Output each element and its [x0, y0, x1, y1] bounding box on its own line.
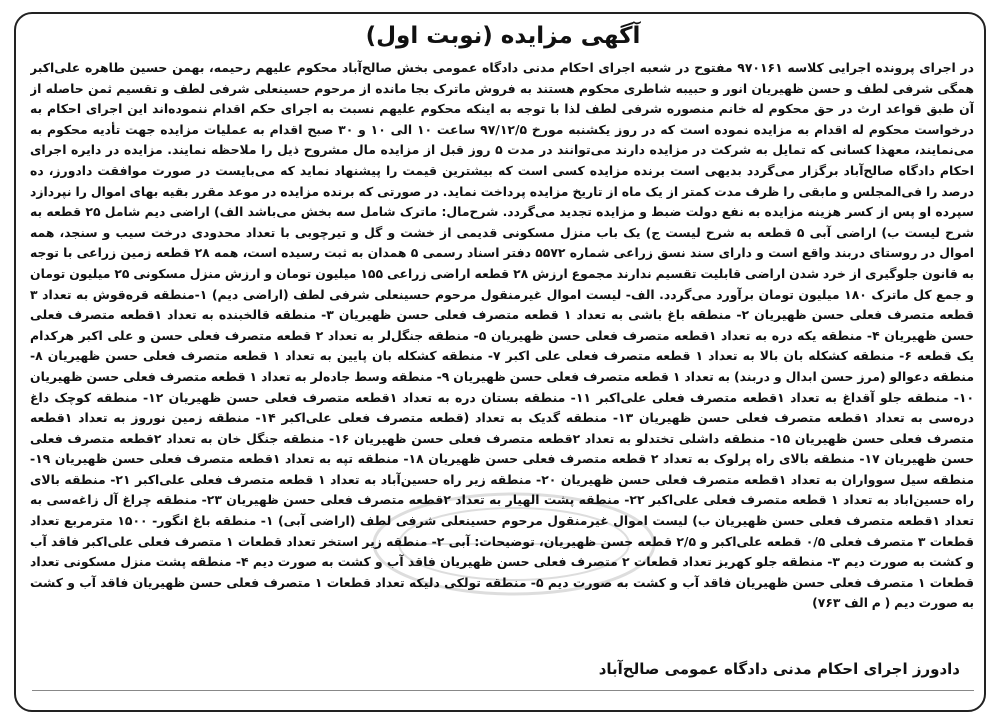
auction-notice [24, 14, 982, 702]
bottom-divider [32, 690, 974, 691]
notice-title: آگهی مزایده (نوبت اول) [365, 23, 641, 49]
notice-body: در اجرای پرونده اجرایی کلاسه ۹۷۰۱۶۱ مفتوح در شعبه اجرای احکام مدنی دادگاه عمومی بخش صالح‌آباد محکوم علیهم رحیمه، بهمن حسین طاهره علی‌اکبر همگی شرفی لطف و حسن ظهیریان انور و حبیبه شاطری محکوم هستند به فروش ماترک بجا مانده از مرحوم حسینعلی شرفی لطف و تقسیم ثمن حاصله از آن طبق قواعد ارث در حق محکوم له خانم منصوره شرفی لطف لذا با توجه به اینکه محکوم علیهم نسبت به اجرای حکم اقدام ننموده‌اند این اجرای احکام به درخواست محکوم له اقدام به مزایده نموده است که در روز یکشنبه مورخ ۹۷/۱۲/۵ ساعت ۱۰ الی ۱۰ و ۳۰ صبح اقدام به عملیات مزایده جهت تأدیه محکوم به می‌نمایند، معهذا کسانی که تمایل به شرکت در مزایده دارند می‌توانند در مدت ۵ روز قبل از مزایده مال مشروح ذیل را ملاحظه نمایند. مزایده در دایره اجرای احکام دادگاه صالح‌آباد برگزار می‌گردد بدیهی است برنده مزایده کسی است که بیشترین قیمت را پیشنهاد نماید که می‌بایست در صورت موافقت دادورز، ده درصد را فی‌المجلس و مابقی را ظرف مدت کمتر از یک ماه از تاریخ مزایده پرداخت نماید. در صورتی که برنده مزایده در موعد مقرر بقیه بهای اموال را نپردازد سپرده او پس از کسر هزینه مزایده به نفع دولت ضبط و مزایده تجدید می‌گردد. شرح‌مال: ماترک شامل سه بخش می‌باشد الف) اراضی دیم شامل ۲۵ قطعه به شرح لیست ب) اراضی آبی ۵ قطعه به شرح لیست ج) یک باب منزل مسکونی قدیمی از خشت و گل و تیرچوبی با تعداد محدودی درخت سیب و سنجد، همه اموال در روستای دربند واقع است و دارای سند نسق زراعی شماره ۵۵۷۲ دفتر اسناد رسمی ۵ همدان به ثبت رسیده است، همه ۲۸ قطعه زمین زراعی با توجه به قانون جلوگیری از خرد شدن اراضی قابلیت تقسیم ندارند مجموع ارزش ۲۸ قطعه اراضی زراعی ۱۵۵ میلیون تومان و ارزش منزل مسکونی ۲۵ میلیون تومان و جمع کل ماترک ۱۸۰ میلیون تومان برآورد می‌گردد. الف- لیست اموال غیرمنقول مرحوم حسینعلی شرفی لطف (اراضی دیم) ۱-منطقه قره‌قوش به تعداد ۳ قطعه متصرف فعلی حسن ظهیریان ۲- منطقه باغ باشی به تعداد ۱ قطعه متصرف فعلی حسن ظهیریان ۳- منطقه قالخبنده به تعداد ۱قطعه متصرف فعلی حسن ظهیریان ۴- منطقه یکه دره به تعداد ۱قطعه متصرف فعلی حسن ظهیریان ۵- منطقه جنگل‌لر به تعداد ۲ قطعه متصرف فعلی حسن و علی اکبر هرکدام یک قطعه ۶- منطقه کشکله بان بالا به تعداد ۱ قطعه متصرف فعلی علی اکبر ۷- منطقه کشکله بان پایین به تعداد ۱ قطعه متصرف فعلی حسن ظهیریان ۸- منطقه دعوالو (مرز حسن ابدال و دربند) به تعداد ۱ قطعه متصرف فعلی حسن ظهیریان ۹- منطقه وسط جاده‌لر به تعداد ۱ قطعه متصرف فعلی حسن ظهیریان ۱۰- منطقه جلو آقداغ به تعداد ۱قطعه متصرف فعلی علی‌اکبر ۱۱- منطقه بستان دره به تعداد ۱قطعه متصرف فعلی حسن ظهیریان ۱۲- منطقه کوچک داغ دره‌سی به تعداد ۱قطعه متصرف فعلی حسن ظهیریان ۱۳- منطقه گدیک به تعداد (قطعه متصرف فعلی علی‌اکبر ۱۴- منطقه زمین نوروز به تعداد ۱قطعه متصرف فعلی حسن ظهیریان ۱۵- منطقه داشلی تختدلو به تعداد ۲قطعه متصرف فعلی حسن ظهیریان ۱۶- منطقه جنگل خان به تعداد ۲قطعه متصرف فعلی حسن ظهیریان ۱۷- منطقه بالای راه پرلوک به تعداد ۲ قطعه متصرف فعلی حسن ظهیریان ۱۸- منطقه تپه به تعداد ۱قطعه متصرف فعلی حسن ظهیریان ۱۹- منطقه سیل سوواران به تعداد ۱قطعه متصرف فعلی حسن ظهیریان ۲۰- منطقه زیر راه حسین‌آباد به تعداد ۱ قطعه متصرف فعلی علی‌اکبر ۲۱- منطقه بالای راه حسین‌اباد به تعداد ۱ قطعه متصرف فعلی علی‌اکبر ۲۲- منطقه پشت الهیار به تعداد ۲قطعه متصرف فعلی حسن ظهیریان ۲۳- منطقه چراغ آل زاغه‌سی به تعداد ۱قطعه متصرف فعلی حسن ظهیریان ب) لیست اموال غیرمنقول مرحوم حسینعلی شرفی لطف (اراضی آبی) ۱- منطقه باغ انگور- ۱۵۰۰ مترمربع تعداد قطعات ۳ متصرف فعلی ۰/۵ قطعه علی‌اکبر و ۲/۵ قطعه حسن ظهیریان، توضیحات: آبی ۲- منطقه زیر استخر تعداد قطعات ۱ متصرف فعلی علی‌اکبر فاقد آب و کشت به صورت دیم ۳- منطقه جلو کهریز تعداد قطعات ۲ متصرف فعلی حسن ظهیریان فاقد آب و کشت به صورت دیم ۴- منطقه پشت منزل مسکونی تعداد قطعات ۱ متصرف فعلی حسن ظهیریان فاقد آب و کشت به صورت دیم ۵- منطقه تولکی دلیکه تعداد قطعات ۱ متصرف فعلی حسن ظهیریان فاقد آب و کشت به صورت دیم ( م الف ۷۶۳) [30, 60, 974, 611]
previous-notice-fragment [0, 0, 1008, 10]
notice-signature: دادورز اجرای احکام مدنی دادگاه عمومی صالح‌آباد [598, 660, 960, 678]
